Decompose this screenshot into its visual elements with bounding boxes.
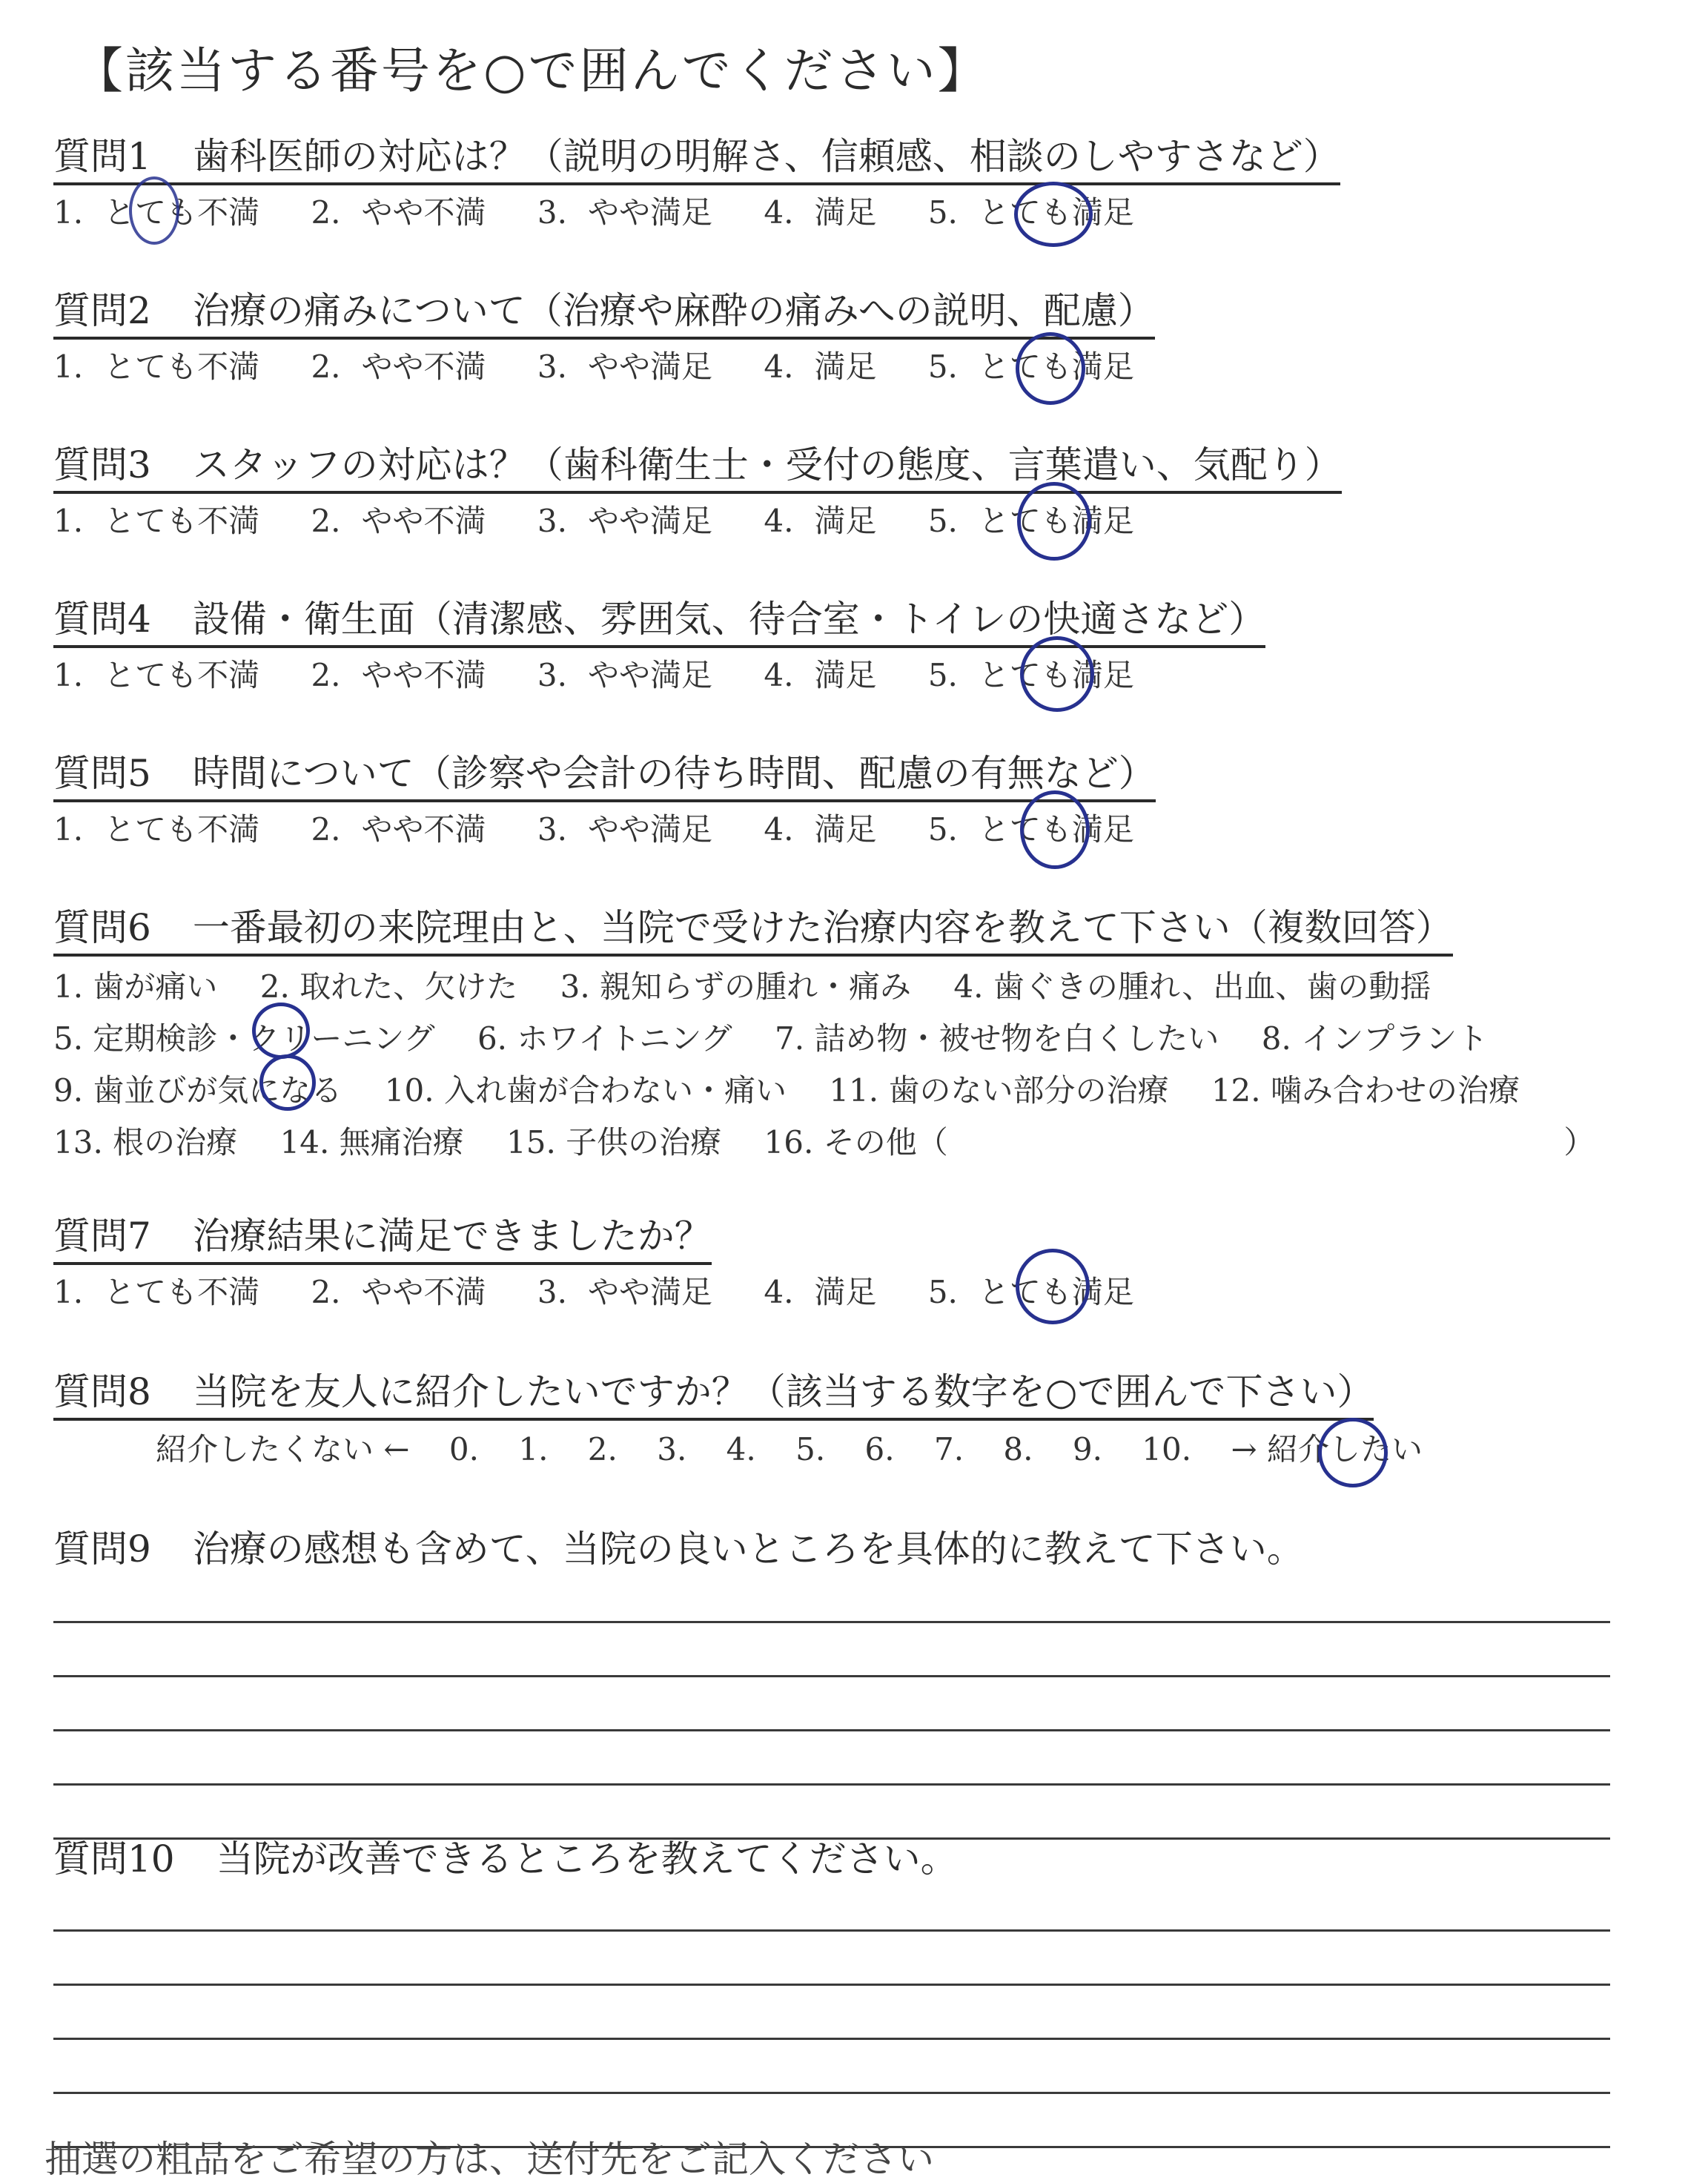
choice-13[interactable]: 13. 根の治療 (53, 1124, 238, 1160)
option-list (53, 500, 1684, 543)
question-heading (53, 288, 1155, 340)
choice-10[interactable]: 10. 入れ歯が合わない・痛い (384, 1072, 787, 1109)
option-list (53, 346, 1684, 389)
question-6 (53, 905, 1684, 1169)
option-4[interactable]: 4. 満足 (764, 1274, 877, 1310)
question-label: 質問7 (53, 1215, 151, 1258)
option-1[interactable]: 1. とても不満 (53, 194, 260, 231)
scale-10[interactable]: 10. (1142, 1431, 1192, 1467)
question-1 (53, 133, 1684, 234)
choice-6[interactable]: 6. ホワイトニング (477, 1020, 732, 1057)
choice-row (53, 1117, 1684, 1169)
option-list (53, 1271, 1684, 1314)
other-close-paren: ） (1563, 1124, 1595, 1160)
footer-note-partial: 抽選の粗品をご希望の方は、送付先をご記入ください (44, 2138, 934, 2181)
scale-2[interactable]: 2. (587, 1431, 618, 1467)
choice-9[interactable]: 9. 歯並びが気になる (53, 1072, 342, 1109)
choice-3[interactable]: 3. 親知らずの腫れ・痛み (560, 968, 912, 1005)
question-text: 当院が改善できるところを教えてください。 (216, 1837, 958, 1880)
option-3[interactable]: 3. やや満足 (537, 503, 712, 539)
question-text: 治療の痛みについて（治療や麻酔の痛みへの説明、配慮） (192, 289, 1155, 332)
question-text: 当院を友人に紹介したいですか？（該当する数字を○で囲んで下さい） (192, 1370, 1374, 1413)
answer-line[interactable] (53, 1877, 1610, 1932)
option-2[interactable]: 2. やや不満 (311, 503, 486, 539)
question-7 (53, 1213, 1684, 1314)
choice-16[interactable]: 16. その他（ (764, 1124, 948, 1160)
option-list (53, 654, 1684, 697)
scale-3[interactable]: 3. (657, 1431, 687, 1467)
question-9 (53, 1526, 1684, 1840)
scale-8[interactable]: 8. (1003, 1431, 1033, 1467)
option-2[interactable]: 2. やや不満 (311, 657, 486, 693)
answer-line[interactable] (53, 1623, 1610, 1677)
scale-1[interactable]: 1. (518, 1431, 549, 1467)
choice-1[interactable]: 1. 歯が痛い (53, 968, 218, 1005)
option-4[interactable]: 4. 満足 (764, 811, 877, 848)
answer-line[interactable] (53, 1986, 1610, 2040)
option-1[interactable]: 1. とても不満 (53, 503, 260, 539)
scale-left-label: 紹介したくない ← (156, 1431, 410, 1467)
question-heading (53, 133, 1340, 185)
question-label: 質問3 (53, 443, 151, 486)
question-text: スタッフの対応は？（歯科衛生士・受付の態度、言葉遣い、気配り） (192, 443, 1342, 486)
question-text: 歯科医師の対応は？（説明の明解さ、信頼感、相談のしやすさなど） (192, 135, 1340, 178)
option-list (53, 808, 1684, 851)
option-5[interactable]: 5. とても満足 (927, 349, 1134, 385)
choice-14[interactable]: 14. 無痛治療 (279, 1124, 464, 1160)
option-4[interactable]: 4. 満足 (764, 657, 877, 693)
option-5[interactable]: 5. とても満足 (927, 1274, 1134, 1310)
answer-line[interactable] (53, 1731, 1610, 1786)
option-2[interactable]: 2. やや不満 (311, 811, 486, 848)
choice-row (53, 961, 1684, 1013)
question-label: 質問9 (53, 1528, 151, 1571)
option-1[interactable]: 1. とても不満 (53, 1274, 260, 1310)
option-4[interactable]: 4. 満足 (764, 349, 877, 385)
question-heading (53, 1369, 1374, 1421)
question-2 (53, 288, 1684, 389)
scale-4[interactable]: 4. (726, 1431, 756, 1467)
answer-lines[interactable] (53, 1569, 1684, 1840)
question-text: 時間について（診察や会計の待ち時間、配慮の有無など） (192, 752, 1156, 795)
option-5[interactable]: 5. とても満足 (927, 194, 1134, 231)
answer-line[interactable] (53, 1569, 1610, 1623)
option-2[interactable]: 2. やや不満 (311, 1274, 486, 1310)
option-4[interactable]: 4. 満足 (764, 503, 877, 539)
question-label: 質問8 (53, 1370, 151, 1413)
question-heading (53, 1213, 712, 1265)
question-heading (53, 1836, 958, 1885)
option-1[interactable]: 1. とても不満 (53, 811, 260, 848)
scale-7[interactable]: 7. (933, 1431, 964, 1467)
question-heading (53, 442, 1342, 494)
option-2[interactable]: 2. やや不満 (311, 349, 486, 385)
option-3[interactable]: 3. やや満足 (537, 811, 712, 848)
choice-12[interactable]: 12. 噛み合わせの治療 (1211, 1072, 1520, 1109)
option-5[interactable]: 5. とても満足 (927, 657, 1134, 693)
option-3[interactable]: 3. やや満足 (537, 1274, 712, 1310)
answer-line[interactable] (53, 1677, 1610, 1731)
option-1[interactable]: 1. とても不満 (53, 657, 260, 693)
question-label: 質問5 (53, 752, 151, 795)
question-text: 一番最初の来院理由と、当院で受けた治療内容を教えて下さい（複数回答） (192, 906, 1453, 949)
question-label: 質問4 (53, 598, 151, 641)
option-5[interactable]: 5. とても満足 (927, 811, 1134, 848)
option-3[interactable]: 3. やや満足 (537, 657, 712, 693)
question-text: 治療の感想も含めて、当院の良いところを具体的に教えて下さい。 (192, 1528, 1304, 1571)
question-3 (53, 442, 1684, 543)
scale-5[interactable]: 5. (795, 1431, 826, 1467)
question-label: 質問6 (53, 906, 151, 949)
option-2[interactable]: 2. やや不満 (311, 194, 486, 231)
choice-11[interactable]: 11. 歯のない部分の治療 (829, 1072, 1169, 1109)
option-4[interactable]: 4. 満足 (764, 194, 877, 231)
question-4 (53, 596, 1684, 697)
question-heading (53, 905, 1453, 957)
question-heading (53, 596, 1265, 648)
question-heading (53, 750, 1156, 802)
choice-row (53, 1065, 1684, 1117)
question-10 (53, 1836, 1684, 2148)
option-list (53, 191, 1684, 234)
question-label: 質問10 (53, 1837, 175, 1880)
choice-8[interactable]: 8. インプラント (1261, 1020, 1489, 1057)
answer-line[interactable] (53, 1932, 1610, 1986)
option-5[interactable]: 5. とても満足 (927, 503, 1134, 539)
scale-9[interactable]: 9. (1072, 1431, 1102, 1467)
choice-4[interactable]: 4. 歯ぐきの腫れ、出血、歯の動揺 (953, 968, 1431, 1005)
scale-6[interactable]: 6. (864, 1431, 895, 1467)
option-1[interactable]: 1. とても不満 (53, 349, 260, 385)
option-3[interactable]: 3. やや満足 (537, 349, 712, 385)
question-text: 治療結果に満足できましたか？ (192, 1215, 712, 1258)
question-5 (53, 750, 1684, 851)
scale-0[interactable]: 0. (448, 1431, 479, 1467)
recommend-scale (156, 1428, 1452, 1471)
choice-15[interactable]: 15. 子供の治療 (506, 1124, 722, 1160)
choice-row (53, 1013, 1684, 1065)
question-heading (53, 1526, 1304, 1575)
form-title: 【該当する番号を○で囲んでください】 (74, 42, 989, 99)
option-3[interactable]: 3. やや満足 (537, 194, 712, 231)
answer-lines[interactable] (53, 1877, 1684, 2148)
question-label: 質問1 (53, 135, 151, 178)
question-8 (53, 1369, 1684, 1421)
choice-7[interactable]: 7. 詰め物・被せ物を白くしたい (774, 1020, 1219, 1057)
choice-5[interactable]: 5. 定期検診・クリーニング (53, 1020, 435, 1057)
multi-choice-list (53, 961, 1684, 1169)
choice-2[interactable]: 2. 取れた、欠けた (259, 968, 518, 1005)
answer-line[interactable] (53, 2040, 1610, 2094)
scale-right-label[interactable]: → 紹介したい (1231, 1431, 1423, 1467)
answer-line[interactable] (53, 1786, 1610, 1840)
question-text: 設備・衛生面（清潔感、雰囲気、待合室・トイレの快適さなど） (192, 598, 1266, 641)
question-label: 質問2 (53, 289, 151, 332)
